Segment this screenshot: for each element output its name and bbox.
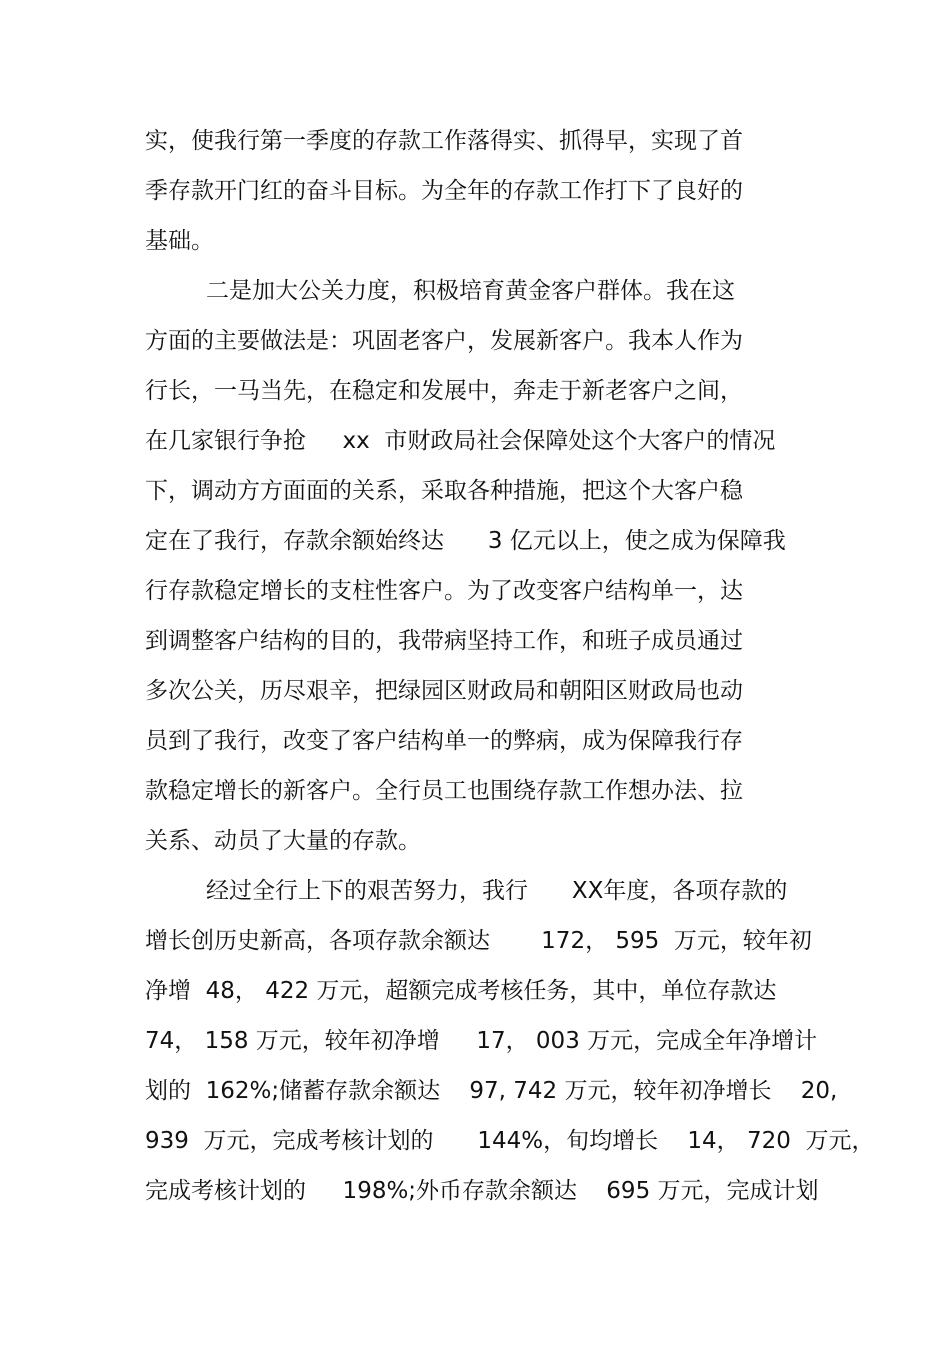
text-line: 行长，一马当先，在稳定和发展中，奔走于新老客户之间， (145, 378, 743, 404)
paragraph-start-line: 经过全行上下的艰苦努力，我行 XX年度，各项存款的 (206, 878, 788, 904)
text-line: 季存款开门红的奋斗目标。为全年的存款工作打下了良好的 (145, 178, 743, 204)
text-line: 基础。 (145, 228, 214, 254)
text-line: 增长创历史新高，各项存款余额达 172， 595 万元，较年初 (145, 928, 812, 954)
text-line: 下，调动方方面面的关系，采取各种措施，把这个大客户稳 (145, 478, 743, 504)
text-line: 定在了我行，存款余额始终达 3 亿元以上，使之成为保障我 (145, 528, 786, 554)
text-line: 员到了我行，改变了客户结构单一的弊病，成为保障我行存 (145, 728, 743, 754)
text-line: 关系、动员了大量的存款。 (145, 828, 421, 854)
text-line: 在几家银行争抢 xx 市财政局社会保障处这个大客户的情况 (145, 428, 776, 454)
text-line: 74， 158 万元，较年初净增 17， 003 万元，完成全年净增计 (145, 1028, 818, 1054)
text-line: 划的 162%;储蓄存款余额达 97, 742 万元，较年初净增长 20, (145, 1078, 838, 1104)
text-line: 到调整客户结构的目的，我带病坚持工作，和班子成员通过 (145, 628, 743, 654)
text-line: 行存款稳定增长的支柱性客户。为了改变客户结构单一，达 (145, 578, 743, 604)
text-line: 实，使我行第一季度的存款工作落得实、抓得早，实现了首 (145, 128, 743, 154)
text-line: 款稳定增长的新客户。全行员工也围绕存款工作想办法、拉 (145, 778, 743, 804)
text-line: 完成考核计划的 198%;外币存款余额达 695 万元，完成计划 (145, 1178, 819, 1204)
text-line: 方面的主要做法是：巩固老客户，发展新客户。我本人作为 (145, 328, 743, 354)
text-line: 多次公关，历尽艰辛，把绿园区财政局和朝阳区财政局也动 (145, 678, 743, 704)
paragraph-start-line: 二是加大公关力度，积极培育黄金客户群体。我在这 (206, 278, 735, 304)
text-line: 净增 48， 422 万元，超额完成考核任务，其中，单位存款达 (145, 978, 777, 1004)
text-line: 939 万元，完成考核计划的 144%，旬均增长 14， 720 万元， (145, 1128, 875, 1154)
